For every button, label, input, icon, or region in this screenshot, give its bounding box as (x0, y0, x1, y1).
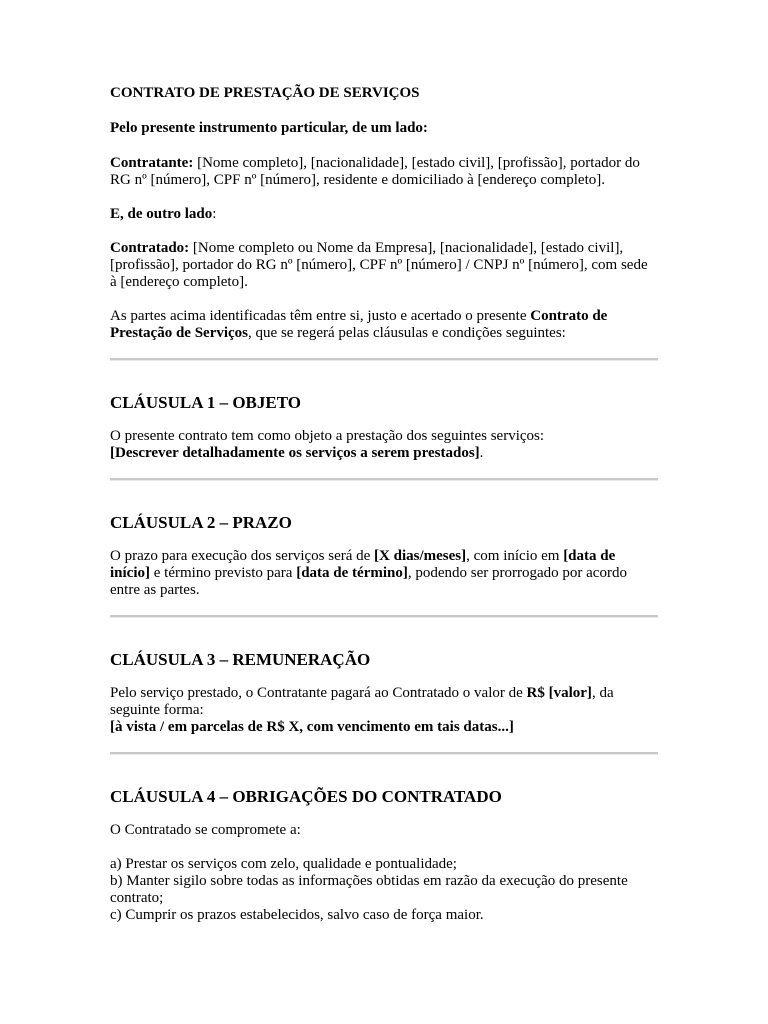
clausula-3-b1: R$ [valor] (526, 685, 592, 701)
clausula-2-t1: O prazo para execução dos serviços será de (110, 548, 375, 564)
clausula-4-item-c: c) Cumprir os prazos estabelecidos, salvo caso de força maior. (110, 907, 484, 923)
clausula-3-t1: Pelo serviço prestado, o Contratante pagará ao Contratado o valor de (110, 685, 527, 701)
clausula-3-b2: [à vista / em parcelas de R$ X, com vencimento em tais datas...] (110, 719, 514, 735)
clausula-4-item-b: b) Manter sigilo sobre todas as informações obtidas em razão da execução do presente contrato; (110, 873, 628, 906)
partes-bold: Contrato de Prestação de Serviços (110, 308, 608, 341)
partes-pre: As partes acima identificadas têm entre si, justo e acertado o presente (110, 308, 531, 324)
clausula-4-heading: CLÁUSULA 4 – OBRIGAÇÕES DO CONTRATADO (110, 787, 502, 806)
clausula-2-b2: [data de início] (110, 548, 616, 581)
contratante-paragraph (110, 155, 658, 189)
clausula-3-payment (110, 719, 658, 736)
clausula-3-t2: , da seguinte forma: (110, 685, 614, 718)
contratado-paragraph (110, 240, 658, 291)
outro-lado-colon: : (212, 206, 217, 222)
contratado-label: Contratado: (110, 240, 190, 256)
clausula-1-end: . (479, 445, 484, 461)
document-body (110, 85, 658, 924)
clausula-1-bold: [Descrever detalhadamente os serviços a serem prestados] (110, 445, 480, 461)
clausula-1-description (110, 445, 658, 462)
clausula-2-heading: CLÁUSULA 2 – PRAZO (110, 513, 292, 532)
clausula-3-heading: CLÁUSULA 3 – REMUNERAÇÃO (110, 650, 371, 669)
clausula-4-intro: O Contratado se compromete a: (110, 822, 301, 838)
contratado-text: [Nome completo ou Nome da Empresa], [nacionalidade], [estado civil], [profissão], portador do RG nº [número], CPF nº [número] / CNPJ nº [número], com sede à [endereço completo]. (110, 240, 648, 290)
clausula-2-t3: e término previsto para (150, 565, 297, 581)
clausula-2-b3: [data de término] (296, 565, 408, 581)
intro-line: Pelo presente instrumento particular, de um lado: (110, 120, 428, 136)
outro-lado-label: E, de outro lado (110, 206, 213, 222)
contratante-text: [Nome completo], [nacionalidade], [estado civil], [profissão], portador do RG nº [número], CPF nº [número], residente e domiciliado à [endereço completo]. (110, 155, 640, 188)
outro-lado-line (110, 206, 658, 223)
clausula-2-t2: , com início em (466, 548, 564, 564)
partes-post: , que se regerá pelas cláusulas e condições seguintes: (248, 325, 566, 341)
partes-paragraph (110, 308, 658, 342)
clausula-3-paragraph (110, 685, 658, 719)
clausula-2-t4: , podendo ser prorrogado por acordo entre as partes. (110, 565, 627, 598)
clausula-2-b1: [X dias/meses] (374, 548, 467, 564)
clausula-2-paragraph (110, 548, 658, 599)
clausula-4-item-a: a) Prestar os serviços com zelo, qualidade e pontualidade; (110, 856, 457, 872)
clausula-1-heading: CLÁUSULA 1 – OBJETO (110, 393, 301, 412)
clausula-1-line: O presente contrato tem como objeto a prestação dos seguintes serviços: (110, 428, 545, 444)
contract-title: CONTRATO DE PRESTAÇÃO DE SERVIÇOS (110, 85, 420, 101)
contratante-label: Contratante: (110, 155, 194, 171)
